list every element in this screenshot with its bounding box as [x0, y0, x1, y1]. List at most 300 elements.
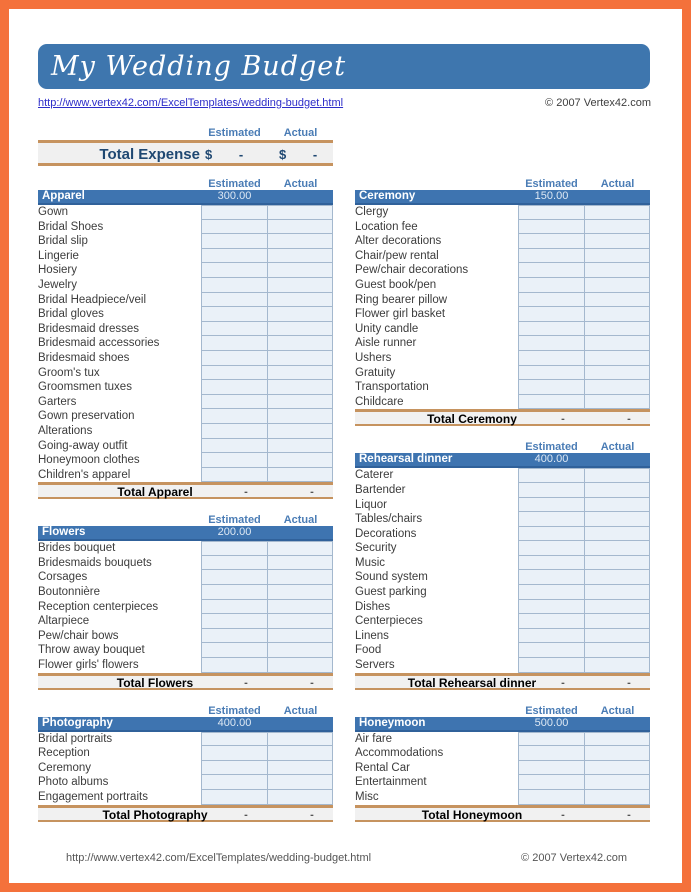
section-total-label: Total Rehearsal dinner — [407, 675, 537, 690]
actual-cell[interactable] — [268, 351, 333, 366]
table-row — [355, 556, 650, 571]
actual-cell[interactable] — [585, 732, 650, 747]
table-row — [38, 585, 333, 600]
actual-column-header: Actual — [283, 704, 318, 717]
item-label: Gown — [38, 206, 69, 218]
table-row — [355, 761, 650, 776]
actual-cell[interactable] — [268, 746, 333, 761]
estimated-cell[interactable] — [518, 307, 585, 322]
estimated-cell[interactable] — [201, 570, 268, 585]
total-expense-label: Total Expense — [99, 146, 200, 163]
table-row — [38, 249, 333, 264]
actual-cell[interactable] — [268, 541, 333, 556]
table-row — [38, 746, 333, 761]
table-row — [355, 220, 650, 235]
section-header-flowers — [38, 526, 333, 541]
section-total-label: Total Honeymoon — [421, 807, 523, 822]
section-budget-estimated: 150.00 — [534, 190, 569, 202]
section-budget-estimated: 400.00 — [217, 716, 252, 729]
item-label: Security — [355, 542, 397, 555]
estimated-cell[interactable] — [201, 380, 268, 395]
estimated-cell[interactable] — [201, 322, 268, 337]
item-label: Ring bearer pillow — [355, 293, 448, 306]
right-column — [355, 178, 650, 822]
item-label: Misc — [355, 791, 379, 803]
item-label: Bridal gloves — [38, 308, 104, 321]
estimated-column-header: Estimated — [525, 441, 578, 454]
actual-cell[interactable] — [268, 614, 333, 629]
item-label: Bridal Headpiece/veil — [38, 293, 147, 306]
column-headers — [38, 514, 333, 526]
section-header-photography — [38, 717, 333, 732]
item-label: Alterations — [38, 424, 93, 437]
item-label: Flower girls' flowers — [38, 659, 139, 672]
estimated-cell[interactable] — [201, 351, 268, 366]
item-label: Gown preservation — [38, 410, 135, 423]
item-label: Childcare — [355, 395, 404, 408]
estimated-cell[interactable] — [201, 234, 268, 249]
item-label: Decorations — [355, 527, 417, 540]
table-row — [38, 234, 333, 249]
actual-cell[interactable] — [268, 761, 333, 776]
item-label: Dishes — [355, 600, 391, 613]
table-row — [38, 732, 333, 747]
section-title: Rehearsal dinner — [359, 453, 453, 466]
column-headers — [38, 705, 333, 717]
estimated-cell[interactable] — [518, 775, 585, 790]
table-row — [38, 439, 333, 454]
item-label: Going-away outfit — [38, 439, 128, 452]
section-title: Honeymoon — [359, 716, 426, 729]
item-label: Bridesmaid shoes — [38, 351, 130, 364]
actual-cell[interactable] — [585, 790, 650, 805]
item-label: Reception centerpieces — [38, 600, 159, 613]
actual-cell[interactable] — [268, 278, 333, 293]
table-row — [38, 395, 333, 410]
column-headers — [38, 127, 333, 139]
estimated-cell[interactable] — [518, 541, 585, 556]
estimated-cell[interactable] — [518, 512, 585, 527]
estimated-column-header: Estimated — [208, 514, 261, 527]
column-headers — [38, 178, 333, 190]
section-total-row — [38, 673, 333, 690]
actual-cell[interactable] — [585, 322, 650, 337]
table-row — [355, 746, 650, 761]
estimated-cell[interactable] — [518, 746, 585, 761]
section-total-actual: - — [310, 486, 314, 499]
item-label: Bridesmaid dresses — [38, 322, 139, 335]
actual-cell[interactable] — [585, 658, 650, 673]
table-row — [38, 541, 333, 556]
actual-cell[interactable] — [585, 468, 650, 483]
item-label: Hosiery — [38, 264, 77, 277]
actual-cell[interactable] — [268, 336, 333, 351]
table-row — [355, 307, 650, 322]
estimated-cell[interactable] — [201, 746, 268, 761]
estimated-cell[interactable] — [201, 790, 268, 805]
item-label: Centerpieces — [355, 615, 423, 628]
actual-cell[interactable] — [585, 249, 650, 264]
actual-column-header: Actual — [600, 441, 635, 454]
estimated-cell[interactable] — [201, 307, 268, 322]
page-title: My Wedding Budget — [51, 51, 347, 82]
actual-cell[interactable] — [585, 541, 650, 556]
top-link-row — [38, 97, 651, 110]
section-rehearsal-dinner — [355, 441, 650, 689]
estimated-cell[interactable] — [518, 629, 585, 644]
table-row — [38, 409, 333, 424]
estimated-cell[interactable] — [201, 395, 268, 410]
actual-cell[interactable] — [268, 234, 333, 249]
section-total-actual: - — [627, 676, 631, 689]
estimated-cell[interactable] — [201, 629, 268, 644]
table-row — [38, 643, 333, 658]
table-row — [355, 527, 650, 542]
estimated-cell[interactable] — [518, 322, 585, 337]
item-label: Caterer — [355, 469, 394, 482]
item-label: Location fee — [355, 220, 418, 233]
actual-cell[interactable] — [585, 775, 650, 790]
estimated-cell[interactable] — [201, 293, 268, 308]
estimated-cell[interactable] — [518, 600, 585, 615]
actual-cell[interactable] — [268, 570, 333, 585]
actual-cell[interactable] — [585, 614, 650, 629]
estimated-cell[interactable] — [518, 220, 585, 235]
section-budget-estimated: 300.00 — [217, 190, 252, 202]
estimated-column-header: Estimated — [208, 178, 261, 190]
table-row — [38, 600, 333, 615]
section-apparel — [38, 178, 333, 499]
table-row — [355, 205, 650, 220]
section-total-row — [355, 409, 650, 426]
estimated-cell[interactable] — [518, 351, 585, 366]
actual-cell[interactable] — [585, 600, 650, 615]
table-row — [355, 351, 650, 366]
actual-cell[interactable] — [585, 351, 650, 366]
estimated-cell[interactable] — [518, 790, 585, 805]
actual-cell[interactable] — [585, 761, 650, 776]
item-label: Flower girl basket — [355, 308, 446, 321]
section-total-label: Total Ceremony — [427, 412, 517, 427]
actual-cell[interactable] — [585, 263, 650, 278]
actual-column-header: Actual — [283, 127, 318, 139]
table-row — [355, 658, 650, 673]
actual-cell[interactable] — [268, 322, 333, 337]
estimated-cell[interactable] — [518, 278, 585, 293]
actual-cell[interactable] — [585, 629, 650, 644]
estimated-cell[interactable] — [201, 614, 268, 629]
item-label: Children's apparel — [38, 468, 131, 481]
estimated-cell[interactable] — [518, 643, 585, 658]
item-label: Clergy — [355, 206, 389, 218]
estimated-cell[interactable] — [518, 585, 585, 600]
item-label: Ushers — [355, 351, 392, 364]
actual-cell[interactable] — [585, 278, 650, 293]
estimated-cell[interactable] — [201, 424, 268, 439]
table-row — [355, 234, 650, 249]
section-budget-estimated: 500.00 — [534, 716, 569, 729]
item-label: Air fare — [355, 732, 393, 745]
actual-cell[interactable] — [268, 409, 333, 424]
actual-cell[interactable] — [585, 336, 650, 351]
actual-cell[interactable] — [585, 307, 650, 322]
table-row — [38, 556, 333, 571]
estimated-cell[interactable] — [518, 249, 585, 264]
left-column — [38, 178, 333, 822]
actual-cell[interactable] — [268, 380, 333, 395]
table-row — [38, 293, 333, 308]
budget-tables-grid — [38, 178, 682, 822]
estimated-cell[interactable] — [518, 658, 585, 673]
actual-cell[interactable] — [585, 483, 650, 498]
estimated-cell[interactable] — [518, 732, 585, 747]
actual-cell[interactable] — [268, 658, 333, 673]
estimated-cell[interactable] — [201, 585, 268, 600]
section-total-estimated: - — [561, 413, 565, 426]
table-row — [38, 790, 333, 805]
column-headers — [355, 441, 650, 453]
actual-cell[interactable] — [268, 220, 333, 235]
actual-column-header: Actual — [283, 514, 318, 527]
estimated-cell[interactable] — [518, 380, 585, 395]
estimated-column-header: Estimated — [208, 704, 261, 717]
estimated-cell[interactable] — [201, 732, 268, 747]
actual-cell[interactable] — [585, 366, 650, 381]
estimated-cell[interactable] — [201, 468, 268, 483]
estimated-cell[interactable] — [518, 263, 585, 278]
table-row — [38, 424, 333, 439]
actual-cell[interactable] — [268, 307, 333, 322]
table-row — [355, 395, 650, 410]
table-row — [38, 322, 333, 337]
section-budget-estimated: 200.00 — [217, 526, 252, 539]
estimated-cell[interactable] — [201, 249, 268, 264]
item-label: Groomsmen tuxes — [38, 381, 132, 394]
table-row — [355, 541, 650, 556]
footer-copyright: © 2007 Vertex42.com — [521, 851, 627, 864]
estimated-currency-symbol: $ — [205, 147, 213, 162]
estimated-cell[interactable] — [201, 556, 268, 571]
actual-cell[interactable] — [585, 293, 650, 308]
actual-cell[interactable] — [268, 424, 333, 439]
section-total-estimated: - — [244, 676, 248, 689]
copyright-text-top: © 2007 Vertex42.com — [545, 97, 651, 109]
actual-cell[interactable] — [585, 498, 650, 513]
estimated-cell[interactable] — [518, 761, 585, 776]
actual-cell[interactable] — [585, 220, 650, 235]
table-row — [38, 205, 333, 220]
actual-cell[interactable] — [268, 453, 333, 468]
estimated-cell[interactable] — [518, 366, 585, 381]
table-row — [355, 322, 650, 337]
item-label: Tables/chairs — [355, 513, 423, 526]
table-row — [38, 336, 333, 351]
table-row — [355, 380, 650, 395]
footer-row — [66, 852, 627, 864]
actual-cell[interactable] — [268, 643, 333, 658]
table-row — [355, 629, 650, 644]
section-total-row — [355, 805, 650, 822]
actual-cell[interactable] — [268, 732, 333, 747]
estimated-column-header: Estimated — [525, 704, 578, 717]
section-total-row — [355, 673, 650, 690]
estimated-column-header: Estimated — [208, 127, 261, 139]
actual-cell[interactable] — [268, 468, 333, 483]
table-row — [355, 498, 650, 513]
table-row — [38, 775, 333, 790]
actual-cell[interactable] — [585, 585, 650, 600]
actual-cell[interactable] — [585, 234, 650, 249]
item-label: Reception — [38, 747, 90, 760]
table-row — [355, 483, 650, 498]
table-row — [38, 307, 333, 322]
estimated-cell[interactable] — [518, 570, 585, 585]
estimated-cell[interactable] — [201, 263, 268, 278]
table-row — [355, 600, 650, 615]
estimated-cell[interactable] — [518, 395, 585, 410]
estimated-cell[interactable] — [201, 761, 268, 776]
table-row — [355, 570, 650, 585]
section-header-ceremony — [355, 190, 650, 205]
actual-cell[interactable] — [268, 600, 333, 615]
total-expense-row — [38, 140, 333, 166]
item-label: Guest parking — [355, 586, 427, 599]
estimated-cell[interactable] — [201, 336, 268, 351]
table-row — [355, 366, 650, 381]
section-total-actual: - — [310, 808, 314, 821]
table-row — [38, 453, 333, 468]
estimated-cell[interactable] — [201, 453, 268, 468]
estimated-cell[interactable] — [201, 541, 268, 556]
actual-cell[interactable] — [268, 585, 333, 600]
item-label: Aisle runner — [355, 337, 417, 350]
table-row — [355, 775, 650, 790]
estimated-cell[interactable] — [518, 336, 585, 351]
template-url-link[interactable]: http://www.vertex42.com/ExcelTemplates/wedding-budget.html — [38, 97, 344, 109]
section-title: Flowers — [42, 526, 86, 539]
table-row — [38, 351, 333, 366]
actual-cell[interactable] — [585, 205, 650, 220]
estimated-cell[interactable] — [518, 205, 585, 220]
estimated-cell[interactable] — [518, 468, 585, 483]
table-row — [38, 629, 333, 644]
section-header-apparel — [38, 190, 333, 205]
actual-cell[interactable] — [585, 746, 650, 761]
table-row — [38, 658, 333, 673]
table-row — [355, 293, 650, 308]
table-row — [355, 790, 650, 805]
item-label: Liquor — [355, 498, 387, 511]
actual-cell[interactable] — [585, 380, 650, 395]
estimated-cell[interactable] — [518, 527, 585, 542]
section-title: Photography — [42, 716, 113, 729]
item-label: Bridal slip — [38, 235, 88, 248]
estimated-cell[interactable] — [518, 614, 585, 629]
table-row — [355, 614, 650, 629]
actual-cell[interactable] — [268, 775, 333, 790]
item-label: Photo albums — [38, 776, 109, 789]
actual-currency-symbol: $ — [279, 147, 287, 162]
estimated-column-header: Estimated — [525, 178, 578, 190]
table-row — [355, 468, 650, 483]
actual-cell[interactable] — [585, 643, 650, 658]
actual-cell[interactable] — [268, 395, 333, 410]
estimated-cell[interactable] — [201, 409, 268, 424]
item-label: Chair/pew rental — [355, 249, 439, 262]
actual-cell[interactable] — [268, 263, 333, 278]
section-total-estimated: - — [561, 676, 565, 689]
total-expense-section — [38, 127, 333, 166]
estimated-cell[interactable] — [201, 205, 268, 220]
actual-cell[interactable] — [268, 366, 333, 381]
table-row — [355, 585, 650, 600]
actual-cell[interactable] — [268, 790, 333, 805]
actual-cell[interactable] — [268, 439, 333, 454]
estimated-cell[interactable] — [518, 234, 585, 249]
item-label: Entertainment — [355, 776, 427, 789]
estimated-cell[interactable] — [201, 278, 268, 293]
section-budget-estimated: 400.00 — [534, 453, 569, 466]
estimated-cell[interactable] — [201, 643, 268, 658]
estimated-cell[interactable] — [518, 556, 585, 571]
item-label: Brides bouquet — [38, 542, 116, 555]
estimated-cell[interactable] — [201, 220, 268, 235]
actual-cell[interactable] — [268, 249, 333, 264]
table-row — [355, 249, 650, 264]
estimated-cell[interactable] — [201, 366, 268, 381]
actual-cell[interactable] — [585, 556, 650, 571]
total-expense-estimated-value: - — [238, 147, 244, 162]
title-banner — [38, 44, 650, 89]
section-title: Ceremony — [359, 190, 416, 202]
actual-cell[interactable] — [268, 205, 333, 220]
table-row — [38, 468, 333, 483]
item-label: Bridesmaid accessories — [38, 337, 160, 350]
estimated-cell[interactable] — [201, 658, 268, 673]
estimated-cell[interactable] — [518, 293, 585, 308]
estimated-cell[interactable] — [201, 439, 268, 454]
item-label: Honeymoon clothes — [38, 454, 140, 467]
section-total-row — [38, 482, 333, 499]
column-headers — [355, 178, 650, 190]
table-row — [38, 220, 333, 235]
item-label: Unity candle — [355, 322, 419, 335]
actual-cell[interactable] — [268, 293, 333, 308]
section-total-label: Total Photography — [102, 807, 208, 822]
estimated-cell[interactable] — [201, 600, 268, 615]
estimated-cell[interactable] — [201, 775, 268, 790]
section-header-honeymoon — [355, 717, 650, 732]
actual-cell[interactable] — [585, 512, 650, 527]
actual-cell[interactable] — [585, 570, 650, 585]
estimated-cell[interactable] — [518, 498, 585, 513]
actual-cell[interactable] — [268, 629, 333, 644]
footer-url: http://www.vertex42.com/ExcelTemplates/wedding-budget.html — [66, 851, 372, 864]
section-header-rehearsal-dinner — [355, 453, 650, 468]
actual-cell[interactable] — [268, 556, 333, 571]
item-label: Alter decorations — [355, 235, 442, 248]
table-row — [355, 263, 650, 278]
section-total-estimated: - — [244, 486, 248, 499]
item-label: Bridal portraits — [38, 732, 113, 745]
actual-cell[interactable] — [585, 527, 650, 542]
table-row — [355, 643, 650, 658]
table-row — [355, 336, 650, 351]
actual-cell[interactable] — [585, 395, 650, 410]
item-label: Food — [355, 644, 382, 657]
section-honeymoon — [355, 705, 650, 822]
estimated-cell[interactable] — [518, 483, 585, 498]
